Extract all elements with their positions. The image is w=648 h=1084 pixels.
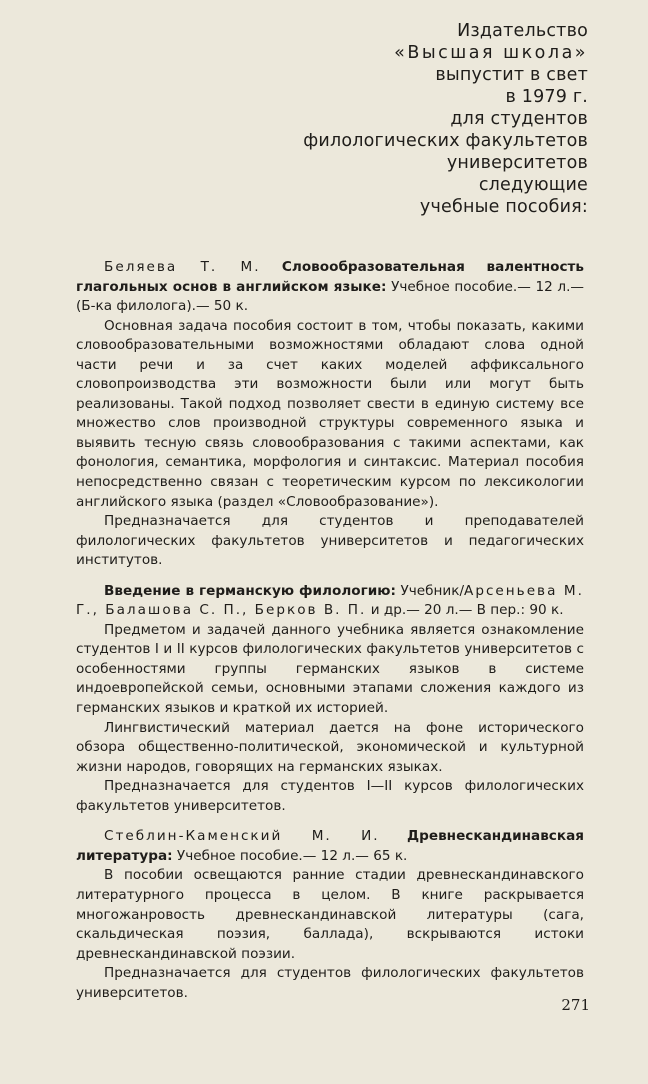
book-description: Предметом и задачей данного учебника является ознакомление студентов I и II курсов филологических факультетов университетов с особенностями группы германских языков в системе индоевропейской семьи, основными этапами сложения каждого из германских языков и краткой их историей. — [76, 621, 584, 717]
book-author: Стеблин-Каменский М. И. — [104, 828, 380, 845]
book-description: Основная задача пособия состоит в том, чтобы показать, какими словообразовательными возможностями обладают слова одной части речи и за счет каких моделей аффиксального словопроизводства эти возможности были или могут быть реализованы. Такой подход позволяет свести в единую систему все множество слов производной структуры современного языка и выявить тесную связь словообразования с такими аспектами, как фонология, семантика, морфология и синтаксис. Материал пособия непосредственно связан с теоретическим курсом по лексикологии английского языка (раздел «Словообразование»). — [76, 317, 584, 510]
announcement-line: филологических факультетов — [303, 131, 588, 151]
book-audience: Предназначается для студентов филологических факультетов университетов. — [76, 965, 584, 1001]
book-entry — [76, 827, 584, 1003]
book-entry — [76, 258, 584, 571]
announcement-line: университетов — [446, 153, 588, 173]
page-number: 271 — [561, 996, 590, 1014]
announcement-line: выпустит в свет — [435, 65, 588, 85]
book-details: Учебное пособие.— 12 л.— (Б-ка филолога).— 50 к. — [76, 278, 584, 315]
book-title: Словообразовательная валентность глагольных основ в английском языке: — [76, 259, 585, 295]
book-title: Введение в германскую филологию: — [104, 582, 396, 599]
book-description: В пособии освещаются ранние стадии древнескандинавского литературного процесса в целом. В книге раскрывается многожанровость древнескандинавской литературы (сага, скальдическая поэзия, баллада), вскрываются истоки древнескандинавской поэзии. — [76, 867, 584, 962]
book-list — [76, 258, 584, 1003]
announcement-line: для студентов — [450, 109, 588, 129]
book-heading — [76, 258, 584, 317]
book-entry — [76, 582, 584, 817]
book-title: Древнескандинавская литература: — [76, 828, 584, 864]
book-heading — [76, 827, 584, 866]
publisher-name: «Высшая школа» — [394, 43, 588, 63]
book-audience: Предназначается для студентов и преподавателей филологических факультетов университетов и педагогических институтов. — [76, 513, 584, 569]
book-details: Учебник/ — [400, 582, 465, 599]
book-heading — [76, 582, 584, 621]
announcement-line: следующие — [478, 175, 588, 195]
book-details: Учебное пособие.— 12 л.— 65 к. — [176, 847, 408, 864]
book-audience: Предназначается для студентов I—II курсов филологических факультетов университетов. — [76, 778, 584, 814]
announcement-line: Издательство — [457, 21, 588, 41]
book-author: Беляева Т. М. — [104, 259, 261, 275]
publisher-announcement — [303, 20, 588, 218]
announcement-year: в 1979 г. — [505, 87, 588, 107]
book-description: Лингвистический материал дается на фоне исторического обзора общественно-политической, экономической и культурной жизни народов, говорящих на германских языках. — [76, 719, 584, 775]
announcement-line: учебные пособия: — [419, 197, 588, 217]
book-details: и др.— 20 л.— В пер.: 90 к. — [370, 602, 564, 619]
book-authors: Арсеньева М. Г., Балашова С. П., Берков В. П. — [76, 582, 584, 619]
